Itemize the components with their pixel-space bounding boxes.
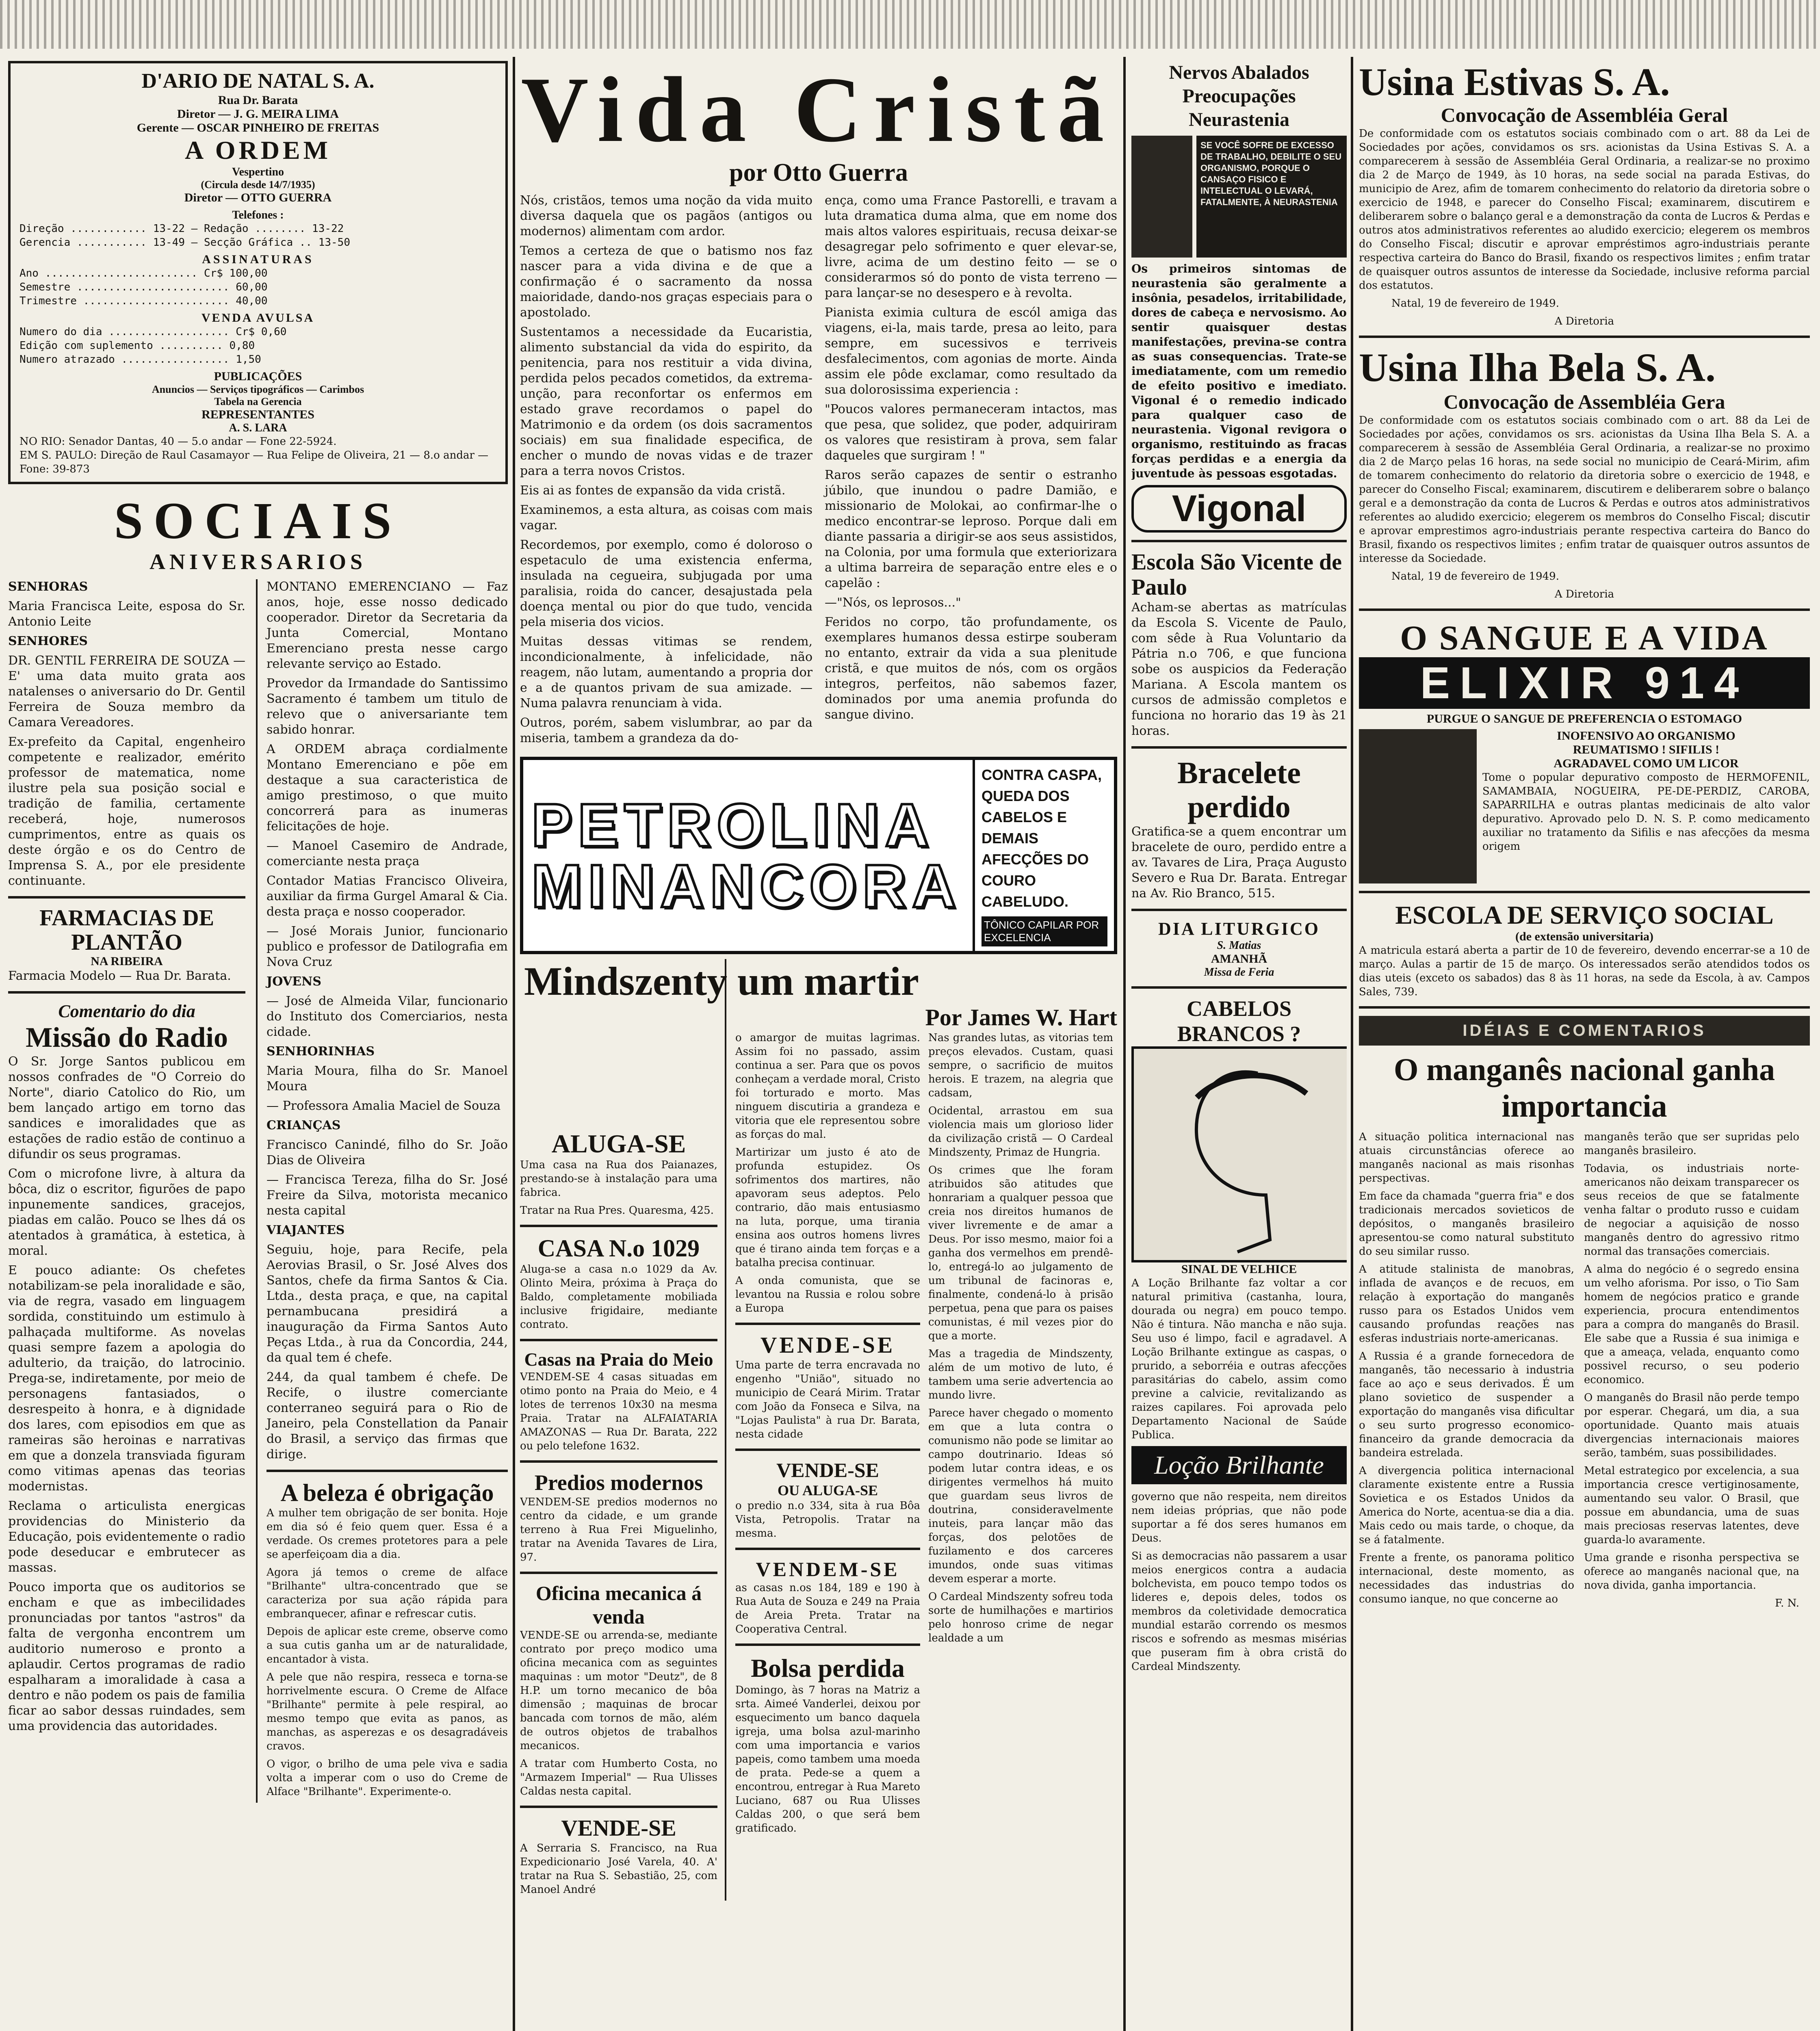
vida-paragraph: —"Nós, os leprosos..." bbox=[825, 595, 961, 610]
sociais-item: Contador Matias Francisco Oliveira, auxiliar da firma Gurgel Amaral & Cia. desta praça e nosso cooperador. bbox=[266, 874, 508, 919]
phones-line: Gerencia ........... 13-49 — Secção Gráfica .. 13-50 bbox=[20, 236, 350, 249]
vida-paragraph: Outros, porém, sabem vislumbrar, ao par da miseria, tambem a grandeza da do- bbox=[520, 716, 812, 745]
reps-rio: NO RIO: Senador Dantas, 40 — 5.o andar — Fone 22-5924. bbox=[20, 435, 337, 448]
divider bbox=[735, 1643, 920, 1646]
mindszenty-paragraph: Parece haver chegado o momento em que a luta contra o comunismo não pode se limitar ao campo doutrinario. Ideas só podem lutar contra ideas, e os dirigentes vermelhos há muito que guardam seus livros de doutrina, consideravelmente inuteis, para lançar mão das forças, dos pelotões de fuzilamento e dos carceres imundos, onde suas vitimas devem esperar a morte. bbox=[928, 1407, 1113, 1585]
vida-paragraph: Muitas dessas vitimas se rendem, incondicionalmente, à infelicidade, não reagem, não lutam, aumentando a propria dor e a de quantos privam de sua amizade. — Numa palavra renunciam à vida. bbox=[520, 634, 812, 710]
phones-title: Telefones : bbox=[232, 209, 284, 221]
torn-top-edge bbox=[0, 0, 1820, 49]
estivas-date: Natal, 19 de fevereiro de 1949. bbox=[1391, 297, 1559, 310]
vende2-sub: OU ALUGA-SE bbox=[777, 1482, 878, 1498]
manganes-paragraph: Frente a frente, os panorama politico internacional, deste momento, as necessidades das industrias do consumo ianque, no que concerne ao bbox=[1359, 1552, 1574, 1605]
praia-title: Casas na Praia do Meio bbox=[524, 1349, 713, 1370]
manganes-kicker: IDÉIAS E COMENTARIOS bbox=[1359, 1016, 1810, 1046]
sociais-section: JOVENS bbox=[266, 974, 322, 989]
paper-founded: (Circula desde 14/7/1935) bbox=[201, 179, 315, 191]
sociais-item: 244, da qual tambem é chefe. De Recife, o ilustre comerciante conterraneo seguirá para o Rio de Janeiro, pela Constellation da Panair do Brasil, a serviço das firmas que dirige. bbox=[266, 1370, 508, 1462]
paper-name: A ORDEM bbox=[185, 136, 331, 165]
reps-title: REPRESENTANTES bbox=[202, 408, 314, 421]
sales-line: Numero atrazado ................. 1,50 bbox=[20, 353, 261, 366]
radio-paragraph: E pouco adiante: Os chefetes notabilizam-se pela inoralidade e são, via de regra, vasado em linguagem sordida, constituindo um estimulo à palhaçada multiforme. As novelas quasi sempre fazem a apologia do adulterio, da traição, do latrocinio. Prega-se, indiretamente, por meio de personagens fantasiados, o desrespeito à honra, e à dignidade dos lares, com episodios em que as rameiras são heroinas e narrativas em que a donzela transviada figuram como vitimas apenas das teorias modernistas. bbox=[8, 1263, 246, 1494]
farmacias-place: NA RIBEIRA bbox=[91, 955, 163, 968]
divider bbox=[520, 1339, 717, 1341]
farmacias-title: FARMACIAS DE PLANTÃO bbox=[39, 905, 214, 955]
estivas-title: Usina Estivas S. A. bbox=[1359, 61, 1670, 104]
vida-paragraph: Raros serão capazes de sentir o estranho júbilo, que inundou o padre Damião, e missionario de Molokai, ao confirmar-lhe o medico encontrar-se leproso. Porque dali em diante passaria a dirigir-se aos seus assistidos, na Colonia, por uma formula que exteriorizara a ultima barreira de separação entre eles e o capelão : bbox=[825, 468, 1117, 590]
subs-line: Trimestre ....................... 40,00 bbox=[20, 295, 268, 307]
reps-sp: EM S. PAULO: Direção de Raul Casamayor — Rua Felipe de Oliveira, 21 — 8.o andar — Fone: 39-873 bbox=[20, 449, 489, 475]
sales-line: Edição com suplemento .......... 0,80 bbox=[20, 340, 255, 352]
column-1 bbox=[8, 61, 508, 2031]
sociais-subtitle: ANIVERSARIOS bbox=[149, 550, 367, 574]
radio-paragraph: O Sr. Jorge Santos publicou em nossos confrades de "O Correio do Norte", diario Catolico do Rio, um bem lançado artigo em torno das sandices e imoralidades que as estações de radio estão de continuo a difundir os seus programas. bbox=[8, 1054, 246, 1161]
vigonal-ad-copy: SE VOCÊ SOFRE DE EXCESSO DE TRABALHO, DEBILITE O SEU ORGANISMO, PORQUE O CANSAÇO FISICO E INTELECTUAL O LEVARÁ, FATALMENTE, À NEURASTENIA bbox=[1196, 136, 1347, 258]
beleza-paragraph: A pele que não respira, resseca e torna-se horrivelmente escura. O Creme de Alface "Brilhante" permite à pele respiral, ao mesmo tempo que evita as panos, as manchas, as asperezas e os desagradáveis cravos. bbox=[266, 1671, 508, 1752]
column-2 bbox=[520, 61, 1117, 2031]
liturgico-title: DIA LITURGICO bbox=[1158, 919, 1320, 939]
sangue-brand: ELIXIR 914 bbox=[1359, 657, 1810, 709]
mindszenty-cont: governo que não respeita, nem direitos nem ideias próprias, que não pode suportar a fé dos seres humanos em Deus. bbox=[1131, 1491, 1347, 1544]
ilhabela-text: De conformidade com os estatutos sociais combinado com o art. 88 da Lei de Sociedades por ações, convidamos os srs. acionistas da Usina Ilha Bela S. A. a comparecerem à sessão de Assembléia Geral Ordinaria, a realizar-se no proximo dia 2 de Março pelas 16 horas, na sede social no municipio de Ceará-Mirim, afim de tomarem conhecimento do relatorio da diretoria sobre o exercicio de 1948, e parecer do Conselho Fiscal; examinarem, discutirem e deliberarem sobre o balanço geral e a demonstração da conta de Lucros & Perdas e outros atos administrativos referentes ao aludido exercicio; elegerem os membros do Conselho Fiscal; discutir e aprovar emprestimos agro-industriais perante respectiva carteira do Banco do Brasil, fixando os respectivos limites ; enfim tratar de quaisquer outros assuntos de interesse da Sociedade. bbox=[1359, 414, 1810, 565]
sociais-item: Maria Francisca Leite, esposa do Sr. Antonio Leite bbox=[8, 599, 246, 629]
sociais-section: VIAJANTES bbox=[266, 1223, 345, 1237]
manganes-right bbox=[1584, 1130, 1799, 1614]
beleza-paragraph: A mulher tem obrigação de ser bonita. Hoje em dia só é feio quem quer. Essa é a verdade. Os cremes protetores para a pele se aperfeiçoam dia a dia. bbox=[266, 1507, 508, 1561]
manager-line: Gerente — OSCAR PINHEIRO DE FREITAS bbox=[136, 121, 379, 134]
divider bbox=[1359, 608, 1810, 611]
vida-paragraph: Eis ai as fontes de expansão da vida cristã. bbox=[520, 483, 786, 498]
radio-paragraph: Com o microfone livre, à altura da bôca, diz o escritor, figurões de papo inpunemente sandices, gracejos, piadas em calão. Pouco se lhes dá os atentados à gramática, à estetica, à moral. bbox=[8, 1167, 246, 1258]
vendem-title: VENDEM-SE bbox=[756, 1558, 900, 1581]
beleza-title: A beleza é obrigação bbox=[280, 1479, 494, 1506]
divider bbox=[520, 1806, 717, 1808]
petrolina-tag: TÔNICO CAPILAR POR EXCELENCIA bbox=[982, 916, 1107, 946]
divider bbox=[1359, 336, 1810, 338]
sangue-line-3: AGRADAVEL COMO UM LICOR bbox=[1554, 757, 1739, 770]
sociais-item: A ORDEM abraça cordialmente Montano Emerenciano e põe em destaque a sua caracteristica de amigo prestimoso, o que muito concorrerá para as inumeras felicitações de hoje. bbox=[266, 742, 508, 834]
woman-profile-icon bbox=[1134, 1049, 1347, 1260]
divider bbox=[266, 1470, 508, 1472]
liturgico-mass: Missa de Feria bbox=[1204, 966, 1274, 979]
beleza-paragraph: Depois de aplicar este creme, observe como a sua cutis ganha um ar de naturalidade, encantador à vista. bbox=[266, 1626, 508, 1665]
aluga-title: ALUGA-SE bbox=[551, 1129, 686, 1158]
vida-paragraph: Pianista eximia cultura de escól amiga das viagens, ei-la, mais tarde, presa ao leito, para sempre, em sucessivos e terriveis desfalecimentos, com agonias de morte. Ainda assim ele pôde exclamar, como resultado da sua dolorosissima experiencia : bbox=[825, 305, 1117, 397]
divider bbox=[520, 1572, 717, 1574]
manganes-paragraph: A situação politica internacional nas atuais circunstâncias oferece ao manganês nacional as mais risonhas perspectivas. bbox=[1359, 1131, 1574, 1184]
ilhabela-title: Usina Ilha Bela S. A. bbox=[1359, 345, 1716, 390]
vendem-text: as casas n.os 184, 189 e 190 à Rua Auta de Souza e 249 na Praia de Areia Preta. Tratar na Cooperativa Central. bbox=[735, 1582, 920, 1635]
sociais-item: Francisco Canindé, filho do Sr. João Dias de Oliveira bbox=[266, 1138, 508, 1167]
manganes-paragraph: A atitude stalinista de manobras, inflada de avanços e de recuos, em relação à exportação do manganês russo para os Estados Unidos vem causando profundas reações nas esferas industriais norte-americanas. bbox=[1359, 1263, 1574, 1345]
sangue-line-2: REUMATISMO ! SIFILIS ! bbox=[1573, 743, 1720, 756]
beleza-paragraph: Agora já temos o creme de alface "Brilhante" ultra-concentrado que se caracteriza por sua ação rápida para embranquecer, afinar e refrescar cutis. bbox=[266, 1566, 508, 1620]
sociais-title: SOCIAIS bbox=[114, 492, 402, 550]
sociais-item: Seguiu, hoje, para Recife, pela Aerovias Brasil, o Sr. José Alves dos Santos, chefe da firma Santos & Cia. Ltda., desta praça, e que, na capital pernambucana presidirá a inauguração da Firma Santos Auto Peças Ltda., à rua da Concordia, 244, da qual tem é chefe. bbox=[266, 1243, 508, 1365]
mindszenty-col-a bbox=[735, 1031, 920, 1839]
sociais-item: — Francisca Tereza, filha do Sr. José Freire da Silva, motorista mecanico nesta capital bbox=[266, 1173, 508, 1218]
escola-vicente-title: Escola São Vicente de Paulo bbox=[1131, 550, 1342, 600]
divider bbox=[1359, 1006, 1810, 1009]
cabelos-title: CABELOS BRANCOS ? bbox=[1177, 996, 1301, 1046]
vida-paragraph: Nós, cristãos, temos uma noção da vida muito diversa daquela que os pagãos (antigos ou modernos) alimentam com ardor. bbox=[520, 193, 812, 238]
column-rule bbox=[1123, 57, 1126, 2031]
vida-paragraph: Temos a certeza de que o batismo nos faz nascer para a vida divina e de que a confirmação é o sacramento da nossa maioridade, dando-nos graças especiais para o apostolado. bbox=[520, 244, 812, 320]
bracelete-title: Bracelete perdido bbox=[1177, 756, 1301, 824]
sociais-right-column bbox=[256, 579, 508, 1803]
vende1-title: VENDE-SE bbox=[760, 1333, 895, 1358]
cabelos-text: A Loção Brilhante faz voltar a cor natural primitiva (castanha, loura, dourada ou negra) em pouco tempo. Não é tintura. Não mancha e não suja. Seu uso é limpo, facil e agradavel. A Loção Brilhante extingue as caspas, o prurido, a seborréia e outras afecções parasitárias do cabelo, assim como previne a calvicie, revitalizando as raizes capilares. Foi aprovada pelo Departamento Nacional de Saúde Publica. bbox=[1131, 1277, 1347, 1441]
divider bbox=[1131, 746, 1347, 749]
sociais-item: — José Morais Junior, funcionario publico e professor de Datilografia em Nova Cruz bbox=[266, 924, 508, 969]
sociais-section: CRIANÇAS bbox=[266, 1118, 341, 1132]
oficina-title: Oficina mecanica á venda bbox=[535, 1582, 702, 1628]
sangue-text: Tome o popular depurativo composto de HERMOFENIL, SAMAMBAIA, NOGUEIRA, PE-DE-PERDIZ, CAROBA, SAPARRILHA e outras plantas medicinais de alto valor depurativo. Aprovado pelo D. N. S. P. como medicamento auxiliar no tratamento da Sifilis e nas afecções da mesma origem bbox=[1482, 771, 1810, 853]
sangue-title: O SANGUE E A VIDA bbox=[1400, 618, 1769, 657]
director-line: Diretor — J. G. MEIRA LIMA bbox=[177, 107, 339, 121]
phones-line: Direção ............ 13-22 — Redação ........ 13-22 bbox=[20, 223, 344, 235]
aluga-text: Uma casa na Rua dos Paianazes, prestando-se à instalação para uma fabrica. bbox=[520, 1159, 717, 1199]
mindszenty-paragraph: Mas a tragedia de Mindszenty, além de um motivo de luto, é tambem uma serie advertencia ao mundo livre. bbox=[928, 1348, 1113, 1401]
sociais-item: DR. GENTIL FERREIRA DE SOUZA — E' uma data muito grata aos natalenses o aniversario do Dr. Gentil Ferreira de Souza membro da Camara Vereadores. bbox=[8, 654, 246, 730]
manganes-paragraph: Em face da chamada "guerra fria" e dos tradicionais mercados sovieticos de depósitos, o manganês brasileiro apresentou-se como natural substituto do seu similar russo. bbox=[1359, 1190, 1574, 1258]
vende2-text: o predio n.o 334, sita à rua Bôa Vista, Petropolis. Tratar na mesma. bbox=[735, 1500, 920, 1539]
sociais-item: — José de Almeida Vilar, funcionario do Instituto dos Comerciarios, nesta cidade. bbox=[266, 994, 508, 1039]
paper-edition: Vespertino bbox=[232, 166, 284, 178]
vida-paragraph: Examinemos, a esta altura, as coisas com mais vagar. bbox=[520, 503, 812, 533]
liturgico-tomorrow: AMANHÃ bbox=[1211, 952, 1268, 966]
reps-name: A. S. LARA bbox=[229, 422, 287, 434]
sociais-section: SENHORINHAS bbox=[266, 1044, 375, 1059]
divider bbox=[520, 1225, 717, 1227]
subs-title: ASSINATURAS bbox=[202, 253, 314, 266]
sociais-item: Maria Moura, filha do Sr. Manoel Moura bbox=[266, 1064, 508, 1093]
manganes-paragraph: Metal estrategico por excelencia, a sua importancia cresce vertiginosamente, aumentando seu valor. O Brasil, que possue em abundancia, uma de suas mais preciosas reservas latentes, deve guarda-lo avaramente. bbox=[1584, 1465, 1799, 1546]
divider bbox=[1131, 540, 1347, 542]
company-line: D'ARIO DE NATAL S. A. bbox=[141, 69, 375, 93]
cabelos-caption: SINAL DE VELHICE bbox=[1181, 1262, 1297, 1276]
sociais-item: Ex-prefeito da Capital, engenheiro competente e realizador, emérito professor de matematica, nome ilustre pela sua posição social e tradição de familia, certamente receberá, hoje, numerosos cumprimentos, entre as quais os deste órgão e os do Centro de Imprensa S. A., por ele presidente continuante. bbox=[8, 735, 246, 888]
bolsa-text: Domingo, às 7 horas na Matriz a srta. Aimeé Vanderlei, deixou por esquecimento um banco daquela igreja, uma bolsa azul-marinho com uma importancia e varios papeis, como tambem uma moeda de prata. Pede-se a quem a encontrou, entregar à Rua Mareto Luciano, 687 ou Rua Ulisses Caldas 200, o que será bem gratificado. bbox=[735, 1684, 920, 1834]
farmacias-line: Farmacia Modelo — Rua Dr. Barata. bbox=[8, 969, 231, 983]
divider bbox=[8, 896, 245, 899]
mindszenty-title: Mindszenty um martir bbox=[524, 959, 919, 1004]
mindszenty-paragraph: Nas grandes lutas, as vitorias tem preços elevados. Custam, quasi sempre, o sacrificio de muitos herois. E trazem, na alegria que cadsam, bbox=[928, 1032, 1113, 1099]
vida-paragraph: Sustentamos a necessidade da Eucaristia, alimento substancial da vida do espirito, da penitencia, para nos restituir a vida divina, perdida pelos pecados cometidos, da extrema-unção, para reconfortar os enfermos em estado grave recordamos o papel do Matrimonio e da ordem (os dois sacramentos sociais) em sua finalidade especifica, de encher o mundo de novas vidas e de trazer para a terra novos Cristos. bbox=[520, 325, 812, 478]
divider bbox=[1359, 891, 1810, 893]
cabelos-brand: Loção Brilhante bbox=[1131, 1446, 1347, 1484]
column-rule bbox=[1351, 57, 1353, 2031]
vende3-text: A Serraria S. Francisco, na Rua Expedicionario José Varela, 40. A' tratar na Rua S. Sebastião, 25, com Manoel André bbox=[520, 1842, 717, 1896]
pubs-title: PUBLICAÇÕES bbox=[214, 370, 302, 383]
oficina-text: VENDE-SE ou arrenda-se, mediante contrato por preço modico uma oficina mecanica com as seguintes maquinas : um motor "Deutz", de 8 H.P. um torno mecanico de bôa dimensão ; maquinas de brocar bancada com tornos de mão, além de outros objetos de trabalhos mecanicos. bbox=[520, 1629, 717, 1752]
ilhabela-date: Natal, 19 de fevereiro de 1949. bbox=[1391, 570, 1559, 582]
bracelete-text: Gratifica-se a quem encontrar um bracelete de ouro, perdido entre a av. Tavares de Lira, Praça Augusto Severo e Rua Dr. Barata. Entregar na Av. Rio Branco, 515. bbox=[1131, 825, 1347, 901]
masthead-box bbox=[8, 61, 508, 484]
divider bbox=[735, 1323, 920, 1325]
manganes-paragraph: Todavia, os industriais norte-americanos não deixam transparecer os seus receios de que se fatalmente venha faltar o produto russo e cuidam de negociar a aquisição de nosso manganês dentro do agressivo ritmo normal das transações comerciais. bbox=[1584, 1163, 1799, 1258]
manganes-paragraph: manganês terão que ser supridas pelo manganês brasileiro. bbox=[1584, 1131, 1799, 1157]
mindszenty-paragraph: Os crimes que lhe foram atribuidos são atitudes que honrariam a qualquer pessoa que creia nos direitos humanos de viver livremente e de amar a Deus. Por isso mesmo, maior foi a ganha dos vermelhos em prendê-lo, entregá-lo ao julgamento de um tribunal de facinoras e, finalmente, condená-lo à prisão perpetua, pena que para os paises comunistas, é mil vezes pior do que a morte. bbox=[928, 1164, 1113, 1342]
petrolina-line-2: MINANCORA bbox=[531, 852, 962, 920]
sociais-item: — Professora Amalia Maciel de Souza bbox=[266, 1099, 501, 1113]
mindszenty-paragraph: A onda comunista, que se levantou na Russia e rolou sobre a Europa bbox=[735, 1275, 920, 1314]
estivas-sign: A Diretoria bbox=[1554, 315, 1614, 327]
classificados bbox=[520, 959, 726, 1901]
sangue-line-1: INOFENSIVO AO ORGANISMO bbox=[1557, 729, 1736, 743]
manganes-paragraph: A Russia é a grande fornecedora de manganês, tão necessario à industria face ao aço e seus derivados. É um plano sovietico de suspender a exportação do manganês visa dificultar o seu surto progresso economico-financeiro da grande democracia da bandeira estrelada. bbox=[1359, 1350, 1574, 1459]
servico-social-title: ESCOLA DE SERVIÇO SOCIAL bbox=[1395, 901, 1774, 929]
column-rule bbox=[513, 57, 515, 2031]
divider bbox=[8, 991, 245, 994]
divider bbox=[1131, 909, 1347, 911]
sociais-item: Provedor da Irmandade do Santissimo Sacramento é tambem um titulo de relevo que o aniversariante tem sabido honrar. bbox=[266, 676, 508, 737]
pubs-line-2: Tabela na Gerencia bbox=[214, 396, 302, 407]
casa-text: Aluga-se a casa n.o 1029 da Av. Olinto Meira, próxima à Praça do Baldo, completamente mobiliada inclusive frigidaire, mediante contrato. bbox=[520, 1263, 717, 1331]
vigonal-illustration bbox=[1131, 136, 1192, 258]
sociais-item: — Manoel Casemiro de Andrade, comerciante nesta praça bbox=[266, 839, 508, 868]
vigonal-header: Nervos Abalados Preocupações Neurastenia bbox=[1169, 62, 1309, 130]
praia-text: VENDEM-SE 4 casas situadas em otimo ponto na Praia do Meio, e 4 lotes de terrenos 10x30 na mesma Praia. Tratar na ALFAIATARIA AMAZONAS — Rua Dr. Barata, 222 ou pelo telefone 1632. bbox=[520, 1371, 717, 1452]
address-line: Rua Dr. Barata bbox=[218, 93, 298, 107]
bolsa-title: Bolsa perdida bbox=[751, 1654, 905, 1682]
ilhabela-subtitle: Convocação de Assembléia Gera bbox=[1443, 390, 1725, 413]
divider bbox=[1131, 986, 1347, 989]
vigonal-text: Os primeiros sintomas de neurastenia são geralmente a insônia, pesadelos, irritabilidade, dores de cabeça e nervosismo. Ao sentir quaisquer destas manifestações, previna-se contra as suas consequencias. Trate-se imediatamente, com um remedio de efeito positivo e imediato. Vigonal é o remedio indicado para qualquer caso de neurastenia. Vigonal revigora o organismo, restituindo as fracas forças perdidas e a energia da juventude às pessoas esgotadas. bbox=[1131, 262, 1347, 480]
sociais-section: SENHORES bbox=[8, 634, 88, 648]
subs-line: Semestre ........................ 60,00 bbox=[20, 281, 268, 293]
vida-paragraph: ença, como uma France Pastorelli, e travam a luta dramatica duma alma, que em nome dos mais altos valores espirituais, recusa deixar-se desagregar pelo sofrimento e quer elevar-se, livre, acima de um destino feito — se o considerarmos só do ponto de vista terreno — para lançar-se no desespero e à revolta. bbox=[825, 193, 1117, 300]
vida-paragraph: "Poucos valores permaneceram intactos, mas que pesa, que solidez, que poder, adquiriram os valores que resistiram à prova, sem falar daqueles que surgiram ! " bbox=[825, 402, 1117, 463]
oficina-contact: A tratar com Humberto Costa, no "Armazem Imperial" — Rua Ulisses Caldas nesta capital. bbox=[520, 1758, 717, 1797]
column-4 bbox=[1359, 61, 1810, 2031]
radio-paragraph: Pouco importa que os auditorios se encham e que as imbecilidades pronunciadas por tantos "astros" da falta de vergonha encontrem um auditorio numeroso e pronto a aplaudir. Certos programas de radio espalharam a imoralidade à casa a dentro e não podem os pais de familia ficar ao sabor dessas ruindades, sem uma providencia das autoridades. bbox=[8, 1580, 246, 1733]
mindszenty-col-b bbox=[928, 1031, 1113, 1839]
sociais-item: MONTANO EMERENCIANO — Faz anos, hoje, esse nosso dedicado cooperador. Diretor da Secretaria da Junta Comercial, Montano Emerenciano presta nesse cargo relevante serviço ao Estado. bbox=[266, 580, 508, 671]
beleza-paragraph: O vigor, o brilho de uma pele viva e sadia volta a imperar com o uso do Creme de Alface "Brilhante". Experimente-o. bbox=[266, 1758, 508, 1798]
estivas-text: De conformidade com os estatutos sociais combinado com o art. 88 da Lei de Sociedades por ações, convidamos os srs. acionistas da Usina Estivas S. A. a comparecerem à sessão de Assembléia Geral Ordinaria, a realizar-se no proximo dia 2 de Março de 1949, às 10 horas, na sede social na parada Estivas, do municipio de Arez, afim de tomarem conhecimento do relatorio da diretoria sobre o exercicio de 1948, e parecer do Conselho Fiscal; examinarem, discutirem e deliberarem sobre o balanço geral e a demonstração da conta de Lucros & Perdas e outros atos administrativos referentes ao aludido exercicio; elegerem os membros do Conselho Fiscal; discutir e aprovar empréstimos agro-industriais perante respectiva carteira do Banco do Brasil, fixando os respectivos limites ; enfim tratar de quaisquer outros assuntos de interesse da Sociedade, inclusive reforma parcial dos estatutos. bbox=[1359, 128, 1810, 292]
vende2-title: VENDE-SE bbox=[776, 1459, 879, 1481]
manganes-sign: F. N. bbox=[1775, 1597, 1799, 1609]
vida-paragraph: Recordemos, por exemplo, como é doloroso o espetaculo de uma existencia enferma, insulada na cegueira, subjugada por uma paralisia, roida do cancer, desajustada pela doença mental ou pior do que tudo, vencida pela miseria dos vicios. bbox=[520, 538, 812, 629]
vende3-title: VENDE-SE bbox=[561, 1816, 676, 1841]
mindszenty-paragraph: Martirizar um justo é ato de profunda estupidez. Os sofrimentos dos martires, não apavoram seus adeptos. Pelo contrario, dão mais entusiasmo na luta, porque, uma tirania ensina aos outros homens livres que é tirano ainda tem forças e a batalha precisa continuar. bbox=[735, 1146, 920, 1269]
liturgico-saint: S. Matias bbox=[1217, 939, 1261, 952]
servico-social-text: A matricula estará aberta a partir de 10 de fevereiro, devendo encerrar-se a 10 de março. Aulas a partir de 15 de março. Os interessados serão atendidos todos os dias uteis (exceto os sabados) das 8 às 11 horas, na sede da Escola, à av. Campos Sales, 739. bbox=[1359, 944, 1810, 998]
vida-left bbox=[520, 193, 812, 750]
mindszenty-cont: Si as democracias não passarem a usar meios energicos contra a audacia bolchevista, em pouco tempo todos os lideres e, depois deles, todos os membros da coletividade democratica mundial estarão correndo os mesmos riscos e sofrendo as mesmas misérias que puseram fim à obra cristã do Cardeal Mindszenty. bbox=[1131, 1550, 1347, 1673]
vende1-text: Uma parte de terra encravada no engenho "União", situado no municipio de Ceará Mirim. Tratar com João da Fonseca e Silva, na "Lojas Paulista" à rua Dr. Barata, nesta cidade bbox=[735, 1359, 920, 1440]
vida-paragraph: Feridos no corpo, tão profundamente, os exemplares humanos dessa estirpe souberam no entanto, extrair da vida a sua plenitude cristã, e que muitos de nós, com os orgãos integros, perfeitos, não sabemos fazer, dominados por uma anemia profunda do sangue divino. bbox=[825, 615, 1117, 722]
mindszenty-paragraph: o amargor de muitas lagrimas. Assim foi no passado, assim continua a ser. Para que os povos conheçam a verdade moral, Cristo foi torturado e morto. Mas ninguem discutiria a grandeza e vitoria que ele representou sobre as forças do mal. bbox=[735, 1032, 920, 1141]
manganes-paragraph: Uma grande e risonha perspectiva se oferece ao manganês nacional que, na nova divida, ganha importancia. bbox=[1584, 1552, 1799, 1591]
sales-title: VENDA AVULSA bbox=[201, 311, 315, 325]
sangue-illustration bbox=[1359, 729, 1477, 883]
sociais-left-column bbox=[8, 579, 245, 1803]
petrolina-ad bbox=[520, 757, 1117, 954]
escola-vicente-text: Acham-se abertas as matrículas da Escola S. Vicente de Paulo, com sêde à Rua Voluntario da Pátria n.o 706, e que funciona sobe os auspicios da Federação Mariana. A Escola mantem os cursos de admissão completos e funciona no horario das 19 às 21 horas. bbox=[1131, 600, 1347, 738]
manganes-paragraph: A divergencia politica internacional claramente existente entre a Russia Sovietica e os Estados Unidos da America do Norte, acentua-se dia a dia. Mais cedo ou mais tarde, o choque, da se á fatalmente. bbox=[1359, 1465, 1574, 1546]
vigonal-brand: Vigonal bbox=[1131, 485, 1347, 533]
divider bbox=[735, 1449, 920, 1451]
mindszenty-byline: Por James W. Hart bbox=[925, 1004, 1117, 1031]
casa-title: CASA N.o 1029 bbox=[537, 1235, 700, 1262]
mindszenty-paragraph: O Cardeal Mindszenty sofreu toda sorte de humilhações e martirios pelo honroso crime de negar lealdade a um bbox=[928, 1591, 1113, 1644]
servico-social-sub: (de extensão universitaria) bbox=[1515, 930, 1653, 943]
subs-line: Ano ........................ Cr$ 100,00 bbox=[20, 267, 268, 279]
estivas-subtitle: Convocação de Assembléia Geral bbox=[1441, 104, 1728, 126]
aluga-contact: Tratar na Rua Pres. Quaresma, 425. bbox=[520, 1204, 714, 1217]
pubs-line: Anuncios — Serviços tipográficos — Carimbos bbox=[152, 383, 364, 395]
petrolina-line-1: PETROLINA bbox=[531, 791, 935, 859]
divider bbox=[520, 1460, 717, 1463]
vida-right bbox=[825, 193, 1117, 750]
vida-title: Vida Cristã bbox=[521, 61, 1116, 161]
radio-kicker: Comentario do dia bbox=[58, 1001, 195, 1021]
sangue-slogan: PURGUE O SANGUE DE PREFERENCIA O ESTOMAGO bbox=[1426, 712, 1742, 725]
sales-line: Numero do dia ................... Cr$ 0,60 bbox=[20, 326, 287, 338]
vida-byline: por Otto Guerra bbox=[729, 159, 908, 186]
predios-title: Predios modernos bbox=[534, 1470, 703, 1495]
divider bbox=[735, 1548, 920, 1550]
manganes-title: O manganês nacional ganha importancia bbox=[1393, 1052, 1775, 1124]
column-3 bbox=[1131, 61, 1347, 2031]
sociais-section: SENHORAS bbox=[8, 580, 88, 594]
predios-text: VENDEM-SE predios modernos no centro da cidade, e um grande terreno à Rua Frei Miguelinho, tratar na Avenida Tavares de Lira, 97. bbox=[520, 1496, 717, 1563]
cabelos-illustration bbox=[1131, 1046, 1347, 1262]
manganes-left bbox=[1359, 1130, 1574, 1614]
paper-director: Diretor — OTTO GUERRA bbox=[184, 191, 332, 204]
petrolina-claims: CONTRA CASPA, QUEDA DOS CABELOS E DEMAIS AFECÇÕES DO COURO CABELUDO. bbox=[982, 766, 1102, 910]
mindszenty-paragraph: Ocidental, arrastou em sua violencia mais um glorioso lider da civilização cristã — O Cardeal Mindszenty, Primaz de Hungria. bbox=[928, 1105, 1113, 1158]
ilhabela-sign: A Diretoria bbox=[1554, 588, 1614, 600]
manganes-paragraph: O manganês do Brasil não perde tempo por esperar. Chegará, um dia, a sua oportunidade. Quanto mais atuais divergencias internacionais maiores serão, também, suas possibilidades. bbox=[1584, 1392, 1799, 1459]
manganes-paragraph: A alma do negócio é o segredo ensina um velho aforisma. Por isso, o Tio Sam homem de negócios pratico e grande experiencia, procura entendimentos para a compra do manganês do Brasil. Ele sabe que a Russia é sua inimiga e que a ameaça, velada, enquanto como possivel recurso, o seu poderio economico. bbox=[1584, 1263, 1799, 1386]
radio-title: Missão do Radio bbox=[26, 1022, 228, 1053]
radio-paragraph: Reclama o articulista energicas providencias do Ministerio da Educação, pois evidentemente o radio pode deseducar e embrutecer as massas. bbox=[8, 1499, 246, 1575]
